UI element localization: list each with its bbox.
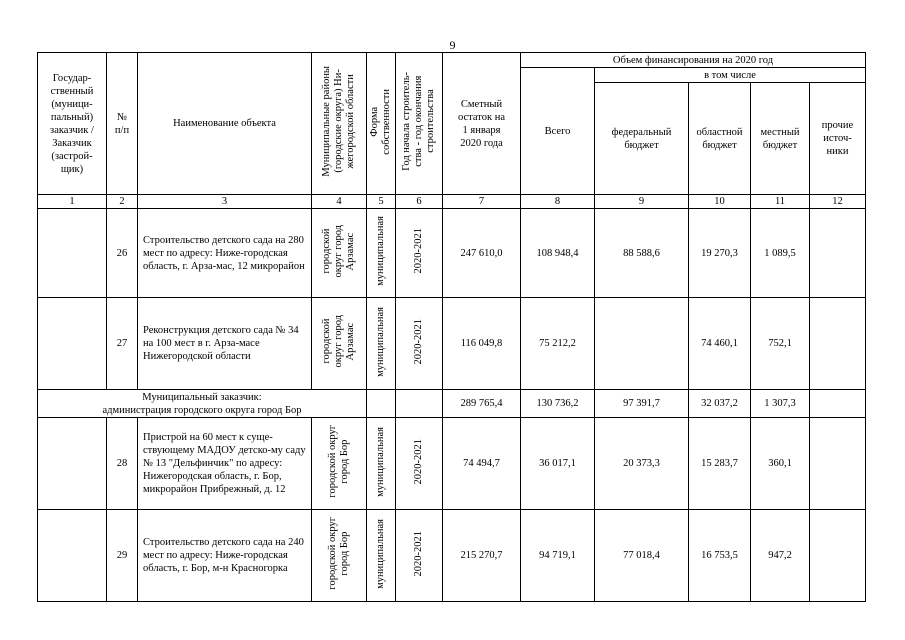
years <box>396 390 443 418</box>
local-value: 752,1 <box>751 298 810 390</box>
ownership: муниципальная <box>367 418 396 510</box>
page-number: 9 <box>449 38 456 52</box>
header-object-name: Наименование объекта <box>138 53 312 195</box>
estimated-balance: 289 765,4 <box>443 390 521 418</box>
local-value: 1 089,5 <box>751 209 810 298</box>
column-number: 3 <box>138 195 312 209</box>
header-number: № п/п <box>107 53 138 195</box>
total-value: 130 736,2 <box>521 390 595 418</box>
column-number: 6 <box>396 195 443 209</box>
regional-value: 19 270,3 <box>689 209 751 298</box>
column-number: 2 <box>107 195 138 209</box>
header-ownership: Форма собственности <box>367 53 396 195</box>
row-number: 28 <box>107 418 138 510</box>
total-value: 108 948,4 <box>521 209 595 298</box>
table-row <box>38 418 866 510</box>
ownership: муниципальная <box>367 298 396 390</box>
local-value: 947,2 <box>751 510 810 602</box>
regional-value: 32 037,2 <box>689 390 751 418</box>
years: 2020-2021 <box>396 209 443 298</box>
ownership: муниципальная <box>367 209 396 298</box>
header-years: Год начала строитель- ства - год окончания строительства <box>396 53 443 195</box>
financing-table <box>37 52 866 602</box>
column-numbers-row <box>38 195 866 209</box>
federal-value: 20 373,3 <box>595 418 689 510</box>
municipality: городской округ город Арзамас <box>312 209 367 298</box>
regional-value: 15 283,7 <box>689 418 751 510</box>
local-value: 360,1 <box>751 418 810 510</box>
regional-value: 16 753,5 <box>689 510 751 602</box>
row-number: 29 <box>107 510 138 602</box>
federal-value: 88 588,6 <box>595 209 689 298</box>
header-including: в том числе <box>595 68 866 83</box>
municipality: городской округ город Арзамас <box>312 298 367 390</box>
column-number: 7 <box>443 195 521 209</box>
table-row <box>38 209 866 298</box>
column-number: 10 <box>689 195 751 209</box>
table-row <box>38 298 866 390</box>
years: 2020-2021 <box>396 510 443 602</box>
header-federal: федеральный бюджет <box>595 83 689 195</box>
other-value <box>810 209 866 298</box>
other-value <box>810 298 866 390</box>
customer-cell <box>38 510 107 602</box>
object-name: Строительство детского сада на 240 мест по адресу: Ниже-городская область, г. Бор, м-н Красногорка <box>138 510 312 602</box>
subtotal-label: Муниципальный заказчик: администрация городского округа город Бор <box>38 390 367 418</box>
other-value <box>810 390 866 418</box>
customer-cell <box>38 418 107 510</box>
header-financing-volume: Объем финансирования на 2020 год <box>521 53 866 68</box>
other-value <box>810 418 866 510</box>
local-value: 1 307,3 <box>751 390 810 418</box>
subtotal-row <box>38 390 866 418</box>
column-number: 1 <box>38 195 107 209</box>
header-regional: областной бюджет <box>689 83 751 195</box>
table-row <box>38 510 866 602</box>
column-number: 12 <box>810 195 866 209</box>
object-name: Строительство детского сада на 280 мест по адресу: Ниже-городская область, г. Арза-мас, 12 микрорайон <box>138 209 312 298</box>
header-other: прочие источ- ники <box>810 83 866 195</box>
federal-value: 97 391,7 <box>595 390 689 418</box>
customer-cell <box>38 298 107 390</box>
column-number: 4 <box>312 195 367 209</box>
customer-cell <box>38 209 107 298</box>
column-number: 9 <box>595 195 689 209</box>
header-customer: Государ- ственный (муници- пальный) заказчик / Заказчик (застрой- щик) <box>38 53 107 195</box>
object-name: Реконструкция детского сада № 34 на 100 мест в г. Арза-масе Нижегородской области <box>138 298 312 390</box>
row-number: 27 <box>107 298 138 390</box>
years: 2020-2021 <box>396 298 443 390</box>
municipality: городской округ город Бор <box>312 510 367 602</box>
estimated-balance: 247 610,0 <box>443 209 521 298</box>
header-local: местный бюджет <box>751 83 810 195</box>
federal-value: 77 018,4 <box>595 510 689 602</box>
federal-value <box>595 298 689 390</box>
column-number: 11 <box>751 195 810 209</box>
total-value: 94 719,1 <box>521 510 595 602</box>
ownership: муниципальная <box>367 510 396 602</box>
estimated-balance: 74 494,7 <box>443 418 521 510</box>
other-value <box>810 510 866 602</box>
ownership <box>367 390 396 418</box>
object-name: Пристрой на 60 мест к суще-ствующему МАДОУ детско-му саду № 13 "Дельфинчик" по адресу: Нижегородская область, г. Бор, микрорайон Прибрежный, д. 12 <box>138 418 312 510</box>
column-number: 8 <box>521 195 595 209</box>
row-number: 26 <box>107 209 138 298</box>
total-value: 36 017,1 <box>521 418 595 510</box>
header-municipality: Муниципальные районы (городские округа) Ни- жегородской области <box>312 53 367 195</box>
header-estimated-balance: Сметный остаток на 1 января 2020 года <box>443 53 521 195</box>
regional-value: 74 460,1 <box>689 298 751 390</box>
years: 2020-2021 <box>396 418 443 510</box>
estimated-balance: 215 270,7 <box>443 510 521 602</box>
municipality: городской округ город Бор <box>312 418 367 510</box>
header-total: Всего <box>521 68 595 195</box>
column-number: 5 <box>367 195 396 209</box>
estimated-balance: 116 049,8 <box>443 298 521 390</box>
total-value: 75 212,2 <box>521 298 595 390</box>
